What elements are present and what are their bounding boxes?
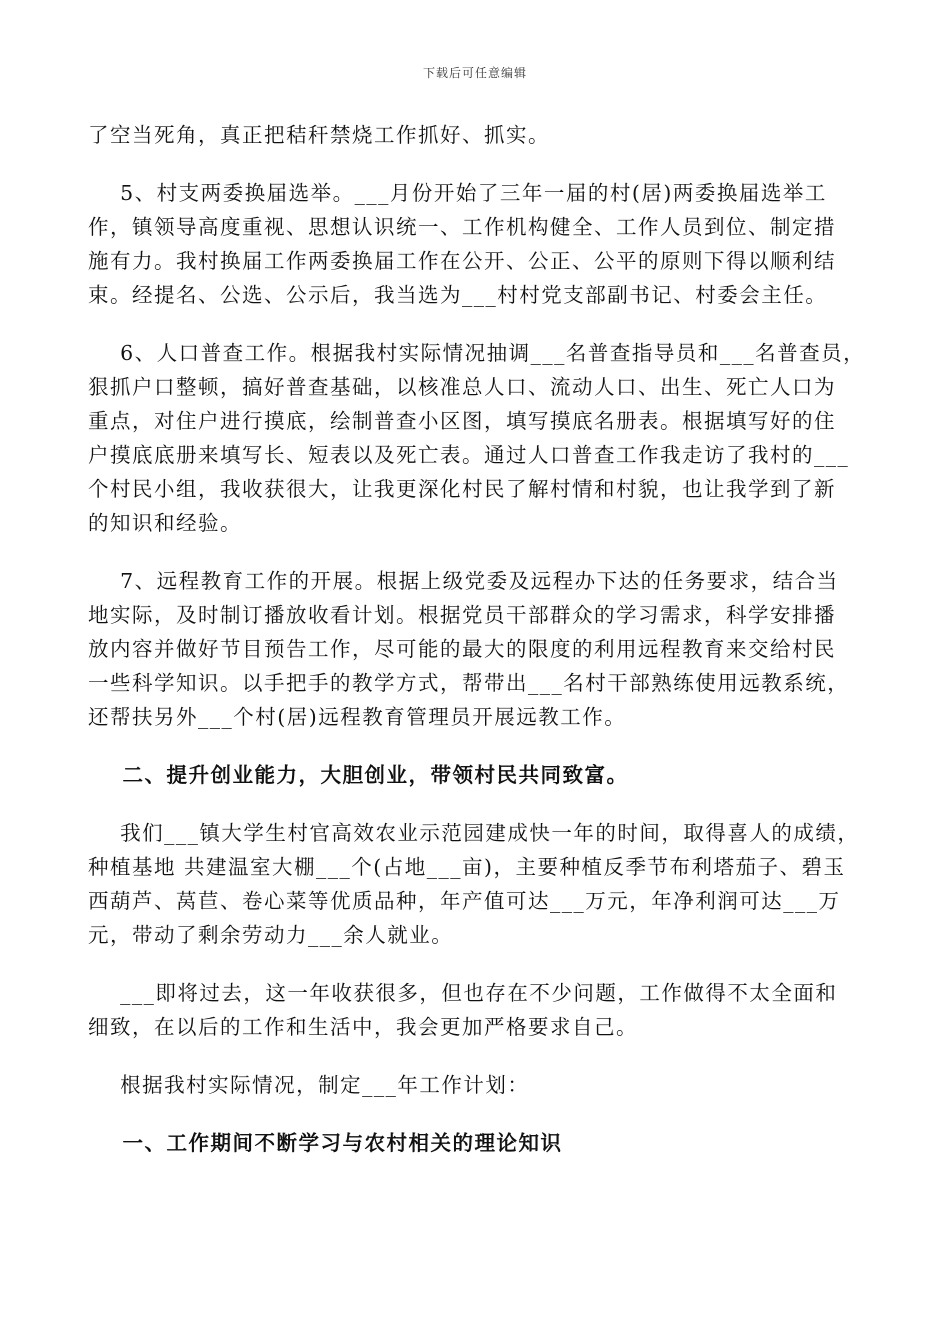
text-line: 7、远程教育工作的开展。根据上级党委及远程办下达的任务要求，结合当 bbox=[88, 569, 839, 593]
text-line: 5、村支两委换届选举。___月份开始了三年一届的村(居)两委换届选举工 bbox=[88, 181, 827, 205]
text-line: 个村民小组，我收获很大，让我更深化村民了解村情和村貌，也让我学到了新 bbox=[88, 477, 836, 501]
text-line: 我们___镇大学生村官高效农业示范园建成快一年的时间，取得喜人的成绩， bbox=[88, 821, 860, 845]
text-line: 作，镇领导高度重视、思想认识统一、工作机构健全、工作人员到位、制定措 bbox=[88, 215, 836, 239]
paragraph-item-6-census bbox=[88, 336, 878, 540]
text-line: 放内容并做好节目预告工作，尽可能的最大的限度的利用远程教育来交给村民 bbox=[88, 637, 836, 661]
paragraph-item-5-election bbox=[88, 176, 878, 312]
text-line: 根据我村实际情况，制定___年工作计划： bbox=[88, 1073, 530, 1097]
section-heading-entrepreneurship bbox=[88, 758, 878, 792]
paragraph-plan-intro bbox=[88, 1068, 878, 1102]
text-line: 了空当死角，真正把秸秆禁烧工作抓好、抓实。 bbox=[88, 123, 550, 147]
paragraph-demonstration-park bbox=[88, 816, 878, 952]
text-line: 重点，对住户进行摸底，绘制普查小区图，填写摸底名册表。根据填写好的住 bbox=[88, 409, 836, 433]
paragraph-item-7-remote-education bbox=[88, 564, 878, 734]
text-line: 还帮扶另外___个村(居)远程教育管理员开展远教工作。 bbox=[88, 705, 627, 729]
heading-text: 二、提升创业能力，大胆创业，带领村民共同致富。 bbox=[88, 763, 629, 787]
paragraph-year-summary bbox=[88, 976, 878, 1044]
page-header: 下载后可任意编辑 bbox=[422, 66, 527, 80]
text-line: 种植基地 共建温室大棚___个(占地___亩)，主要种植反季节布利塔茄子、碧玉 bbox=[88, 855, 846, 879]
text-line: 束。经提名、公选、公示后，我当选为___村村党支部副书记、村委会主任。 bbox=[88, 283, 828, 307]
text-line: 的知识和经验。 bbox=[88, 511, 242, 535]
text-line: 户摸底底册来填写长、短表以及死亡表。通过人口普查工作我走访了我村的___ bbox=[88, 443, 850, 467]
text-line: 6、人口普查工作。根据我村实际情况抽调___名普查指导员和___名普查员， bbox=[88, 341, 866, 365]
text-line: 一些科学知识。以手把手的教学方式，帮带出___名村干部熟练使用远教系统， bbox=[88, 671, 850, 695]
text-line: 施有力。我村换届工作两委换届工作在公开、公正、公平的原则下得以顺利结 bbox=[88, 249, 836, 273]
text-line: 狠抓户口整顿，搞好普查基础，以核准总人口、流动人口、出生、死亡人口为 bbox=[88, 375, 836, 399]
section-heading-learning bbox=[88, 1126, 878, 1160]
document-body bbox=[88, 118, 878, 1160]
text-line: 细致，在以后的工作和生活中，我会更加严格要求自己。 bbox=[88, 1015, 638, 1039]
text-line: 元，带动了剩余劳动力___余人就业。 bbox=[88, 923, 454, 947]
text-line: 西葫芦、莴苣、卷心菜等优质品种，年产值可达___万元，年净利润可达___万 bbox=[88, 889, 841, 913]
text-line: ___即将过去，这一年收获很多，但也存在不少问题，工作做得不太全面和 bbox=[88, 981, 838, 1005]
heading-text: 一、工作期间不断学习与农村相关的理论知识 bbox=[88, 1131, 563, 1155]
paragraph-intro-continuation bbox=[88, 118, 878, 152]
text-line: 地实际，及时制订播放收看计划。根据党员干部群众的学习需求，科学安排播 bbox=[88, 603, 836, 627]
